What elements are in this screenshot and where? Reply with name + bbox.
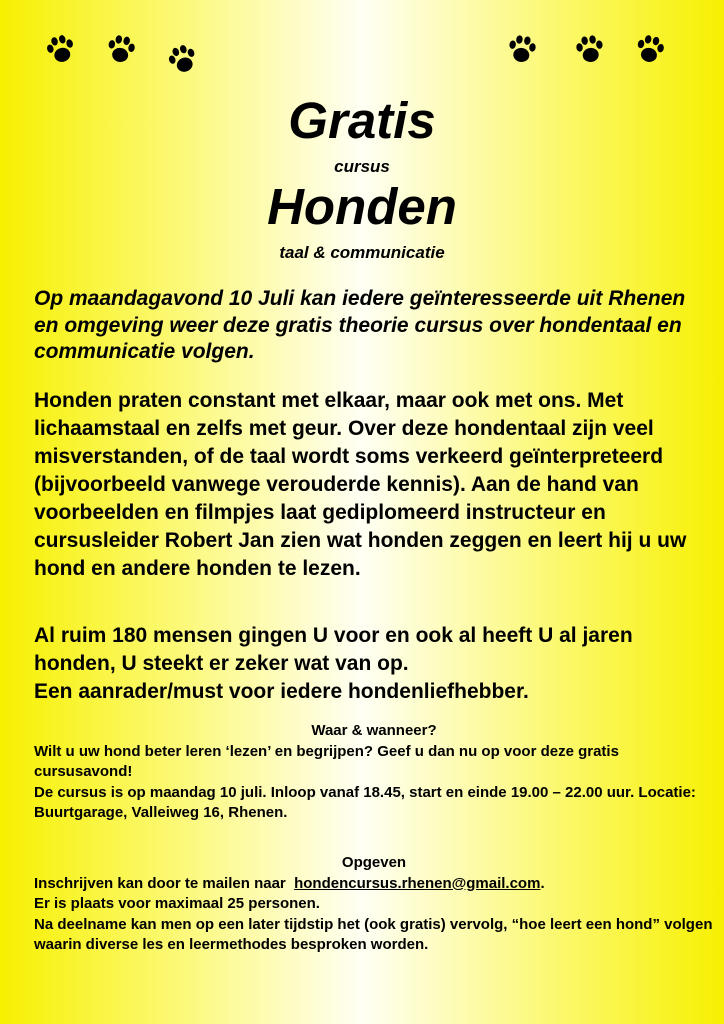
paw-icon: [505, 34, 539, 66]
title-gratis: Gratis: [288, 92, 436, 149]
paw-icon: [44, 34, 78, 66]
title-honden: Honden: [267, 178, 457, 235]
info-heading: Waar & wanneer?: [311, 722, 437, 739]
followup-line: Na deelname kan men op een later tijdstip het (ook gratis) vervolg, “hoe leert een hond” volgen waarin diverse les en leermethodes besproken worden.: [34, 915, 713, 953]
signup-heading: Opgeven: [341, 854, 407, 871]
email-link[interactable]: hondencursus.rhenen@gmail.com: [294, 874, 541, 892]
paw-icon: [104, 34, 138, 66]
subtitle: taal & communicatie: [279, 243, 445, 262]
capacity-line: Er is plaats voor maximaal 25 personen.: [34, 895, 320, 912]
paw-icon: [633, 34, 667, 66]
signup-text: Inschrijven kan door te mailen naar: [34, 874, 286, 892]
recommendation-line: Een aanrader/must voor iedere hondenliefhebber.: [34, 680, 529, 703]
paw-icon: [166, 44, 200, 76]
info-section: [34, 721, 714, 824]
description-paragraph: Honden praten constant met elkaar, maar ook met ons. Met lichaamstaal en zelfs met geur. Over deze hondentaal zijn veel misverstanden, of de taal wordt soms verkeerd geïnterpreteerd (bijvoorbeeld vanwege verouderde kennis). Aan de hand van voorbeelden en filmpjes laat gediplomeerd instructeur en cursusleider Robert Jan zien wat honden zeggen en leert hij u uw hond en andere honden te lezen.: [34, 389, 687, 580]
title-cursus: cursus: [334, 157, 390, 176]
info-line: Wilt u uw hond beter leren ‘lezen’ en begrijpen? Geef u dan nu op voor deze gratis cursusavond!: [34, 742, 619, 780]
paw-icon: [573, 34, 607, 66]
signup-section: [34, 853, 714, 956]
intro-paragraph: Op maandagavond 10 Juli kan iedere geïnteresseerde uit Rhenen en omgeving weer deze gratis theorie cursus over hondentaal en communicatie volgen.: [34, 287, 686, 363]
testimonial-line: Al ruim 180 mensen gingen U voor en ook al heeft U al jaren honden, U steekt er zeker wat van op.: [34, 624, 633, 675]
testimonial-paragraph: [34, 622, 714, 706]
info-line: De cursus is op maandag 10 juli. Inloop vanaf 18.45, start en einde 19.00 – 22.00 uur. Locatie: Buurtgarage, Valleiweg 16, Rhenen.: [34, 783, 696, 821]
signup-period: .: [540, 874, 545, 892]
